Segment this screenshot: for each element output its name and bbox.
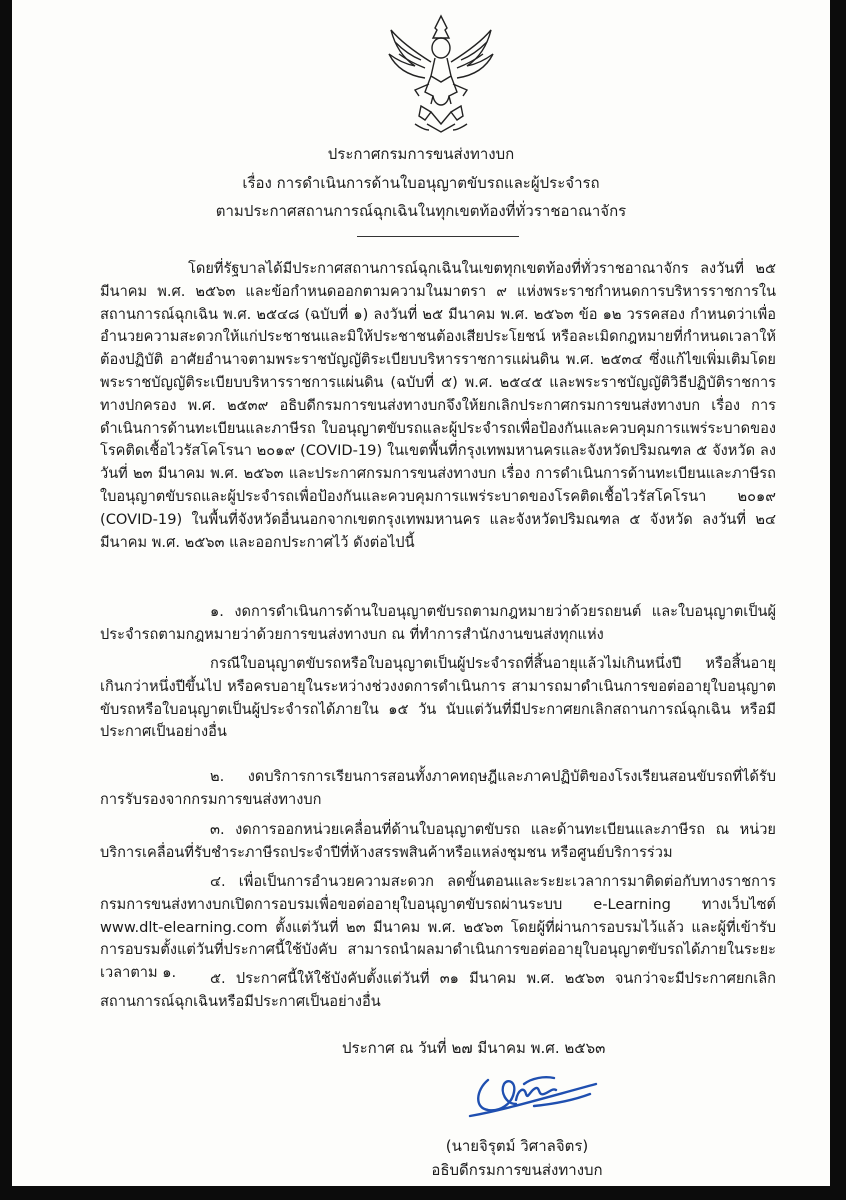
announcement-subject-continued: ตามประกาศสถานการณ์ฉุกเฉินในทุกเขตท้องที่ทั่วราชอาณาจักร xyxy=(215,202,627,220)
signature-image xyxy=(464,1060,604,1130)
signatory-position: อธิบดีกรมการขนส่งทางบก xyxy=(431,1161,603,1179)
signatory-name: (นายจิรุตม์ วิศาลจิตร) xyxy=(445,1137,589,1155)
item-1-sub-paragraph: กรณีใบอนุญาตขับรถหรือใบอนุญาตเป็นผู้ประจำรถที่สิ้นอายุแล้วไม่เกินหนึ่งปี หรือสิ้นอายุเกินกว่าหนึ่งปีขึ้นไป หรือครบอายุในระหว่างช่วงงดการดำเนินการ สามารถมาดำเนินการขอต่ออายุใบอนุญาตขับรถหรือใบอนุญาตเป็นผู้ประจำรถได้ภายใน ๑๕ วัน นับแต่วันที่มีประกาศยกเลิกสถานการณ์ฉุกเฉิน หรือมีประกาศเป็นอย่างอื่น xyxy=(100,655,776,741)
item-4-paragraph: ๔. เพื่อเป็นการอำนวยความสะดวก ลดขั้นตอนและระยะเวลาการมาติดต่อกับทางราชการ กรมการขนส่งทางบกเปิดการอบรมเพื่อขอต่ออายุใบอนุญาตขับรถผ่านระบบ e-Learning ทางเว็บไซต์ www.dlt-elearning.com ตั้งแต่วันที่ ๒๓ มีนาคม พ.ศ. ๒๕๖๓ โดยผู้ที่ผ่านการอบรมไว้แล้ว และผู้ที่เข้ารับการอบรมตั้งแต่วันที่ประกาศนี้ใช้บังคับ สามารถนำผลมาดำเนินการขอต่ออายุใบอนุญาตขับรถได้ภายในระยะเวลาตาม ๑. xyxy=(100,873,776,982)
document-page xyxy=(12,0,830,1186)
item-1-paragraph: ๑. งดการดำเนินการด้านใบอนุญาตขับรถตามกฎหมายว่าด้วยรถยนต์ และใบอนุญาตเป็นผู้ประจำรถตามกฎหมายว่าด้วยการขนส่งทางบก ณ ที่ทำการสำนักงานขนส่งทุกแห่ง xyxy=(100,603,776,643)
garuda-emblem-icon xyxy=(385,12,497,136)
item-2-paragraph: ๒. งดบริการการเรียนการสอนทั้งภาคทฤษฎีและภาคปฏิบัติของโรงเรียนสอนขับรถที่ได้รับการรับรองจากกรมการขนส่งทางบก xyxy=(100,768,776,808)
announcement-date: ประกาศ ณ วันที่ ๒๗ มีนาคม พ.ศ. ๒๕๖๓ xyxy=(342,1039,606,1057)
intro-paragraph: โดยที่รัฐบาลได้มีประกาศสถานการณ์ฉุกเฉินในเขตทุกเขตท้องที่ทั่วราชอาณาจักร ลงวันที่ ๒๕ มีนาคม พ.ศ. ๒๕๖๓ และข้อกำหนดออกตามความในมาตรา ๙ แห่งพระราชกำหนดการบริหารราชการในสถานการณ์ฉุกเฉิน พ.ศ. ๒๕๔๘ (ฉบับที่ ๑) ลงวันที่ ๒๕ มีนาคม พ.ศ. ๒๕๖๓ ข้อ ๑๒ วรรคสอง กำหนดว่าเพื่ออำนวยความสะดวกให้แก่ประชาชนและมิให้ประชาชนต้องเสียประโยชน์ หรือละเมิดกฎหมายที่กำหนดเวลาให้ต้องปฏิบัติ อาศัยอำนาจตามพระราชบัญญัติระเบียบบริหารราชการแผ่นดิน พ.ศ. ๒๕๓๔ ซึ่งแก้ไขเพิ่มเติมโดยพระราชบัญญัติระเบียบบริหารราชการแผ่นดิน (ฉบับที่ ๕) พ.ศ. ๒๕๔๕ และพระราชบัญญัติวิธีปฏิบัติราชการทางปกครอง พ.ศ. ๒๕๓๙ อธิบดีกรมการขนส่งทางบกจึงให้ยกเลิกประกาศกรมการขนส่งทางบก เรื่อง การดำเนินการด้านทะเบียนและภาษีรถ ใบอนุญาตขับรถและผู้ประจำรถเพื่อป้องกันและควบคุมการแพร่ระบาดของโรคติดเชื้อไวรัสโคโรนา ๒๐๑๙ (COVID-19) ในเขตพื้นที่กรุงเทพมหานครและจังหวัดปริมณฑล ๕ จังหวัด ลงวันที่ ๒๓ มีนาคม พ.ศ. ๒๕๖๓ และประกาศกรมการขนส่งทางบก เรื่อง การดำเนินการด้านทะเบียนและภาษีรถ ใบอนุญาตขับรถและผู้ประจำรถเพื่อป้องกันและควบคุมการแพร่ระบาดของโรคติดเชื้อไวรัสโคโรนา ๒๐๑๙ (COVID-19) ในพื้นที่จังหวัดอื่นนอกจากเขตกรุงเทพมหานคร และจังหวัดปริมณฑล ๕ จังหวัด ลงวันที่ ๒๔ มีนาคม พ.ศ. ๒๕๖๓ และออกประกาศไว้ ดังต่อไปนี้ xyxy=(100,260,776,551)
announcement-title: ประกาศกรมการขนส่งทางบก xyxy=(327,145,515,163)
announcement-subject: เรื่อง การดำเนินการด้านใบอนุญาตขับรถและผู้ประจำรถ xyxy=(242,174,600,192)
item-3-paragraph: ๓. งดการออกหน่วยเคลื่อนที่ด้านใบอนุญาตขับรถ และด้านทะเบียนและภาษีรถ ณ หน่วยบริการเคลื่อนที่รับชำระภาษีรถประจำปีที่ห้างสรรพสินค้าหรือแหล่งชุมชน หรือศูนย์บริการร่วม xyxy=(100,821,776,861)
title-divider xyxy=(357,236,519,237)
item-5-paragraph: ๕. ประกาศนี้ให้ใช้บังคับตั้งแต่วันที่ ๓๑ มีนาคม พ.ศ. ๒๕๖๓ จนกว่าจะมีประกาศยกเลิกสถานการณ์ฉุกเฉินหรือมีประกาศเป็นอย่างอื่น xyxy=(100,970,776,1010)
